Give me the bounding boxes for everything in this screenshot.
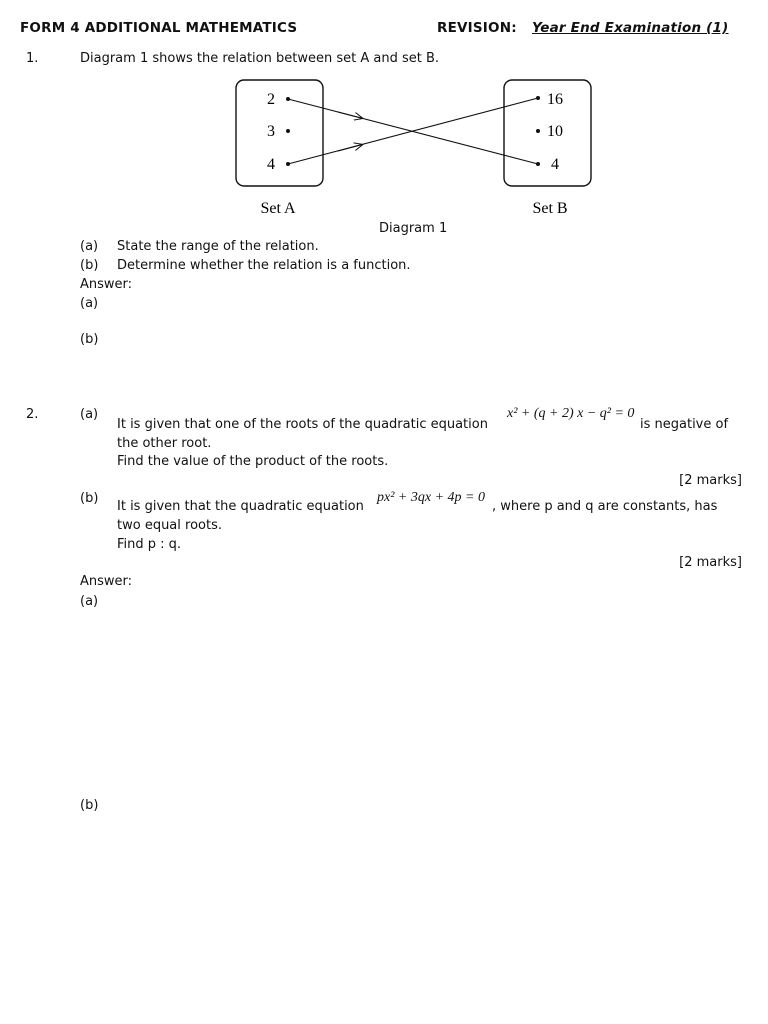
set-b-value: 10 [547,123,563,140]
q1-part-a-text: State the range of the relation. [117,239,319,254]
q2-answer-b: (b) [80,798,99,813]
set-b-value: 4 [551,156,559,173]
revision-label: REVISION: [437,20,517,36]
q1-answer-a: (a) [80,296,99,311]
arrow-diagram [222,72,602,222]
q1-answer-b: (b) [80,332,99,347]
mapping-arrow [338,144,363,151]
q2-part-a-line2: the other root. [117,436,212,451]
header-title: FORM 4 ADDITIONAL MATHEMATICS [20,20,298,36]
set-b-dot [536,129,540,133]
set-b-value: 16 [547,91,563,108]
question-2-number: 2. [26,407,39,422]
q2-part-b-equation: px² + 3qx + 4p = 0 [377,490,485,505]
q2-part-b-line3: Find p : q. [117,537,182,552]
question-1-intro: Diagram 1 shows the relation between set A and set B. [80,51,440,66]
q2-part-a-equation: x² + (q + 2) x − q² = 0 [507,406,635,421]
q2-part-b-marks: [2 marks] [679,555,742,570]
q2-part-a-line1-end: is negative of [640,417,729,432]
diagram-caption: Diagram 1 [379,221,448,236]
set-a-label: Set A [260,200,296,217]
q2-answer-label: Answer: [80,574,133,589]
q2-part-a-label: (a) [80,407,99,422]
set-a-value: 4 [267,156,275,173]
set-a-dot [286,129,290,133]
q1-part-b-label: (b) [80,258,99,273]
q2-part-b-label: (b) [80,491,99,506]
q2-part-b-line1: It is given that the quadratic equation [117,499,364,514]
mapping-arrow [338,112,363,119]
q2-answer-a: (a) [80,594,99,609]
q2-part-a-marks: [2 marks] [679,473,742,488]
set-a-value: 3 [267,123,275,140]
q2-part-a-line1: It is given that one of the roots of the quadratic equation [117,417,488,432]
q1-part-a-label: (a) [80,239,99,254]
q2-part-b-line1-end: , where p and q are constants, has [492,499,718,514]
q2-part-b-line2: two equal roots. [117,518,222,533]
q1-part-b-text: Determine whether the relation is a function. [117,258,411,273]
q1-answer-label: Answer: [80,277,133,292]
q2-part-a-line3: Find the value of the product of the roots. [117,454,389,469]
question-1-number: 1. [26,51,39,66]
set-a-box [236,80,323,186]
set-a-value: 2 [267,91,275,108]
set-b-label: Set B [532,200,568,217]
revision-title: Year End Examination (1) [532,20,729,36]
